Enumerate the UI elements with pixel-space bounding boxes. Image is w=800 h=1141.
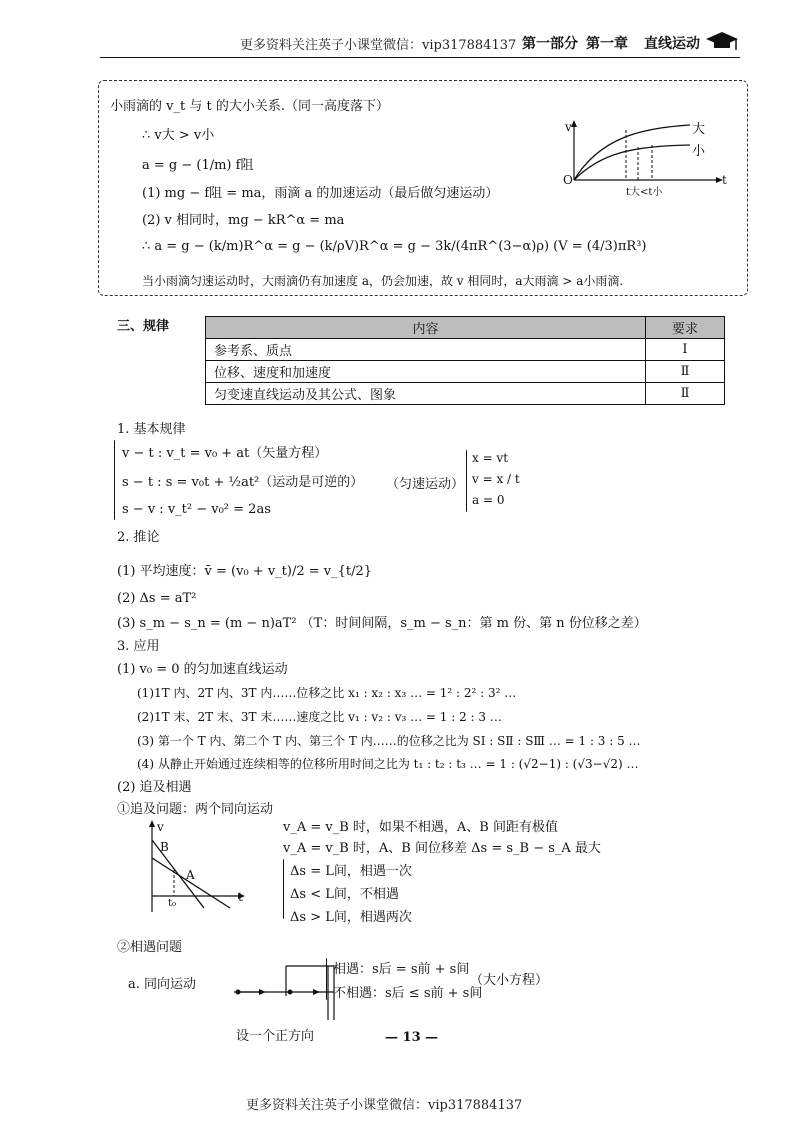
basic-title: 1. 基本规律 <box>117 422 186 437</box>
chase-cond2: v_A = v_B 时，A、B 间位移差 Δs = s_B − s_A 最大 <box>283 841 601 856</box>
inference-title: 2. 推论 <box>117 530 160 545</box>
meet-note: （大小方程） <box>470 973 549 988</box>
box-line4: (1) mg − f阻 = ma，雨滴 a 的加速运动（最后做匀速运动） <box>142 186 499 201</box>
apply-1: (1) v₀ = 0 的匀加速直线运动 <box>117 662 288 677</box>
graph-big-label: 大 <box>692 122 706 137</box>
chase-graph-a: A <box>186 868 195 882</box>
header-watermark: 更多资料关注英子小课堂微信：vip317884137 <box>240 38 517 53</box>
table-cell: Ⅱ <box>646 383 725 405</box>
box-line3: a = g − (1/m) f阻 <box>142 158 254 173</box>
table-cell: 位移、速度和加速度 <box>206 361 646 383</box>
uniform-label: （匀速运动） <box>386 477 465 492</box>
basic-eq2: s − t : s = v₀t + ½at²（运动是可逆的） <box>122 475 364 490</box>
box-line1: 小雨滴的 v_t 与 t 的大小关系.（同一高度落下） <box>110 99 389 114</box>
header-title: 直线运动 <box>644 36 700 52</box>
section3-title: 三、规律 <box>117 319 170 334</box>
graph-o-label: O <box>563 173 573 187</box>
inference-3: (3) s_m − s_n = (m − n)aT² （T：时间间隔，s_m − s_n：第 m 份、第 n 份位移之差） <box>117 616 647 631</box>
box-line6: ∴ a = g − (k/m)R^α = g − (k/ρV)R^α = g − 3k/(4πR^(3−α)ρ) (V = (4/3)πR³) <box>142 239 647 254</box>
uniform-eq3: a = 0 <box>472 493 505 507</box>
chase-brace <box>283 859 284 919</box>
inference-2: (2) Δs = aT² <box>117 591 197 606</box>
table-row <box>206 339 725 361</box>
requirements-table <box>205 316 725 405</box>
graph-v-label: v <box>565 120 572 134</box>
table-row <box>206 361 725 383</box>
box-line7: 当小雨滴匀速运动时，大雨滴仍有加速度 a，仍会加速，故 v 相同时，a大雨滴 > a小雨滴. <box>142 274 624 288</box>
table-cell: 匀变速直线运动及其公式、图象 <box>206 383 646 405</box>
basic-eq1: v − t : v_t = v₀ + at（矢量方程） <box>122 446 328 461</box>
table-header-req: 要求 <box>646 317 725 339</box>
page-number: — 13 — <box>385 1030 439 1045</box>
chase-cond3: Δs = L间，相遇一次 <box>290 864 412 879</box>
header-rule <box>100 57 740 58</box>
chase-graph-v: v <box>157 820 164 834</box>
uniform-eq1: x = vt <box>472 451 509 465</box>
box-line5: (2) v 相同时，mg − kR^α = ma <box>142 213 345 228</box>
uniform-brace <box>466 450 467 512</box>
chase-graph-t: t <box>238 890 243 904</box>
chase-cond4: Δs < L间，不相遇 <box>290 887 399 902</box>
chase-title: ①追及问题：两个同向运动 <box>117 802 274 817</box>
apply-1-3: (3) 第一个 T 内、第二个 T 内、第三个 T 内……的位移之比为 SⅠ : SⅡ : SⅢ … = 1 : 3 : 5 … <box>137 734 641 748</box>
inference-1: (1) 平均速度：v̄ = (v₀ + v_t)/2 = v_{t/2} <box>117 564 373 579</box>
meet-cond1: 相遇：s后 = s前 + s间 <box>333 962 470 977</box>
box-line2: ∴ v大 > v小 <box>142 128 215 143</box>
meet-a: a. 同向运动 <box>128 977 197 992</box>
apply-1-4: (4) 从静止开始通过连续相等的位移所用时间之比为 t₁ : t₂ : t₃ … = 1 : (√2−1) : (√3−√2) … <box>137 757 639 771</box>
table-row <box>206 383 725 405</box>
apply-1-1: (1)1T 内、2T 内、3T 内……位移之比 x₁ : x₂ : x₃ … = 1² : 2² : 3² … <box>137 686 517 700</box>
direction-label: 设一个正方向 <box>236 1029 315 1044</box>
header-part: 第一部分 <box>522 36 578 52</box>
table-header-content: 内容 <box>206 317 646 339</box>
graduation-cap-icon <box>704 30 740 52</box>
graph-small-label: 小 <box>692 144 706 159</box>
graph-t-label: t <box>722 173 727 187</box>
meet-diagram <box>228 962 338 1022</box>
meet-brace <box>326 958 327 1000</box>
meet-cond2: 不相遇：s后 ≤ s前 + s间 <box>333 986 483 1001</box>
header-chapter: 第一章 <box>586 36 628 52</box>
chase-graph-b: B <box>160 840 169 854</box>
apply-2: (2) 追及相遇 <box>117 780 192 795</box>
apply-title: 3. 应用 <box>117 639 160 654</box>
basic-brace <box>114 440 115 520</box>
table-cell: 参考系、质点 <box>206 339 646 361</box>
basic-eq3: s − v : v_t² − v₀² = 2as <box>122 502 271 517</box>
footer-watermark: 更多资料关注英子小课堂微信：vip317884137 <box>246 1098 523 1113</box>
meet-title: ②相遇问题 <box>117 940 183 955</box>
chase-cond1: v_A = v_B 时，如果不相遇，A、B 间距有极值 <box>283 820 558 835</box>
table-cell: Ⅰ <box>646 339 725 361</box>
apply-1-2: (2)1T 末、2T 末、3T 末……速度之比 v₁ : v₂ : v₃ … = 1 : 2 : 3 … <box>137 710 502 724</box>
table-cell: Ⅱ <box>646 361 725 383</box>
uniform-eq2: v = x / t <box>472 472 520 486</box>
graph-tick-label: t大<t小 <box>626 187 663 198</box>
chase-cond5: Δs > L间，相遇两次 <box>290 910 412 925</box>
chase-graph-t0: t₀ <box>168 898 177 909</box>
